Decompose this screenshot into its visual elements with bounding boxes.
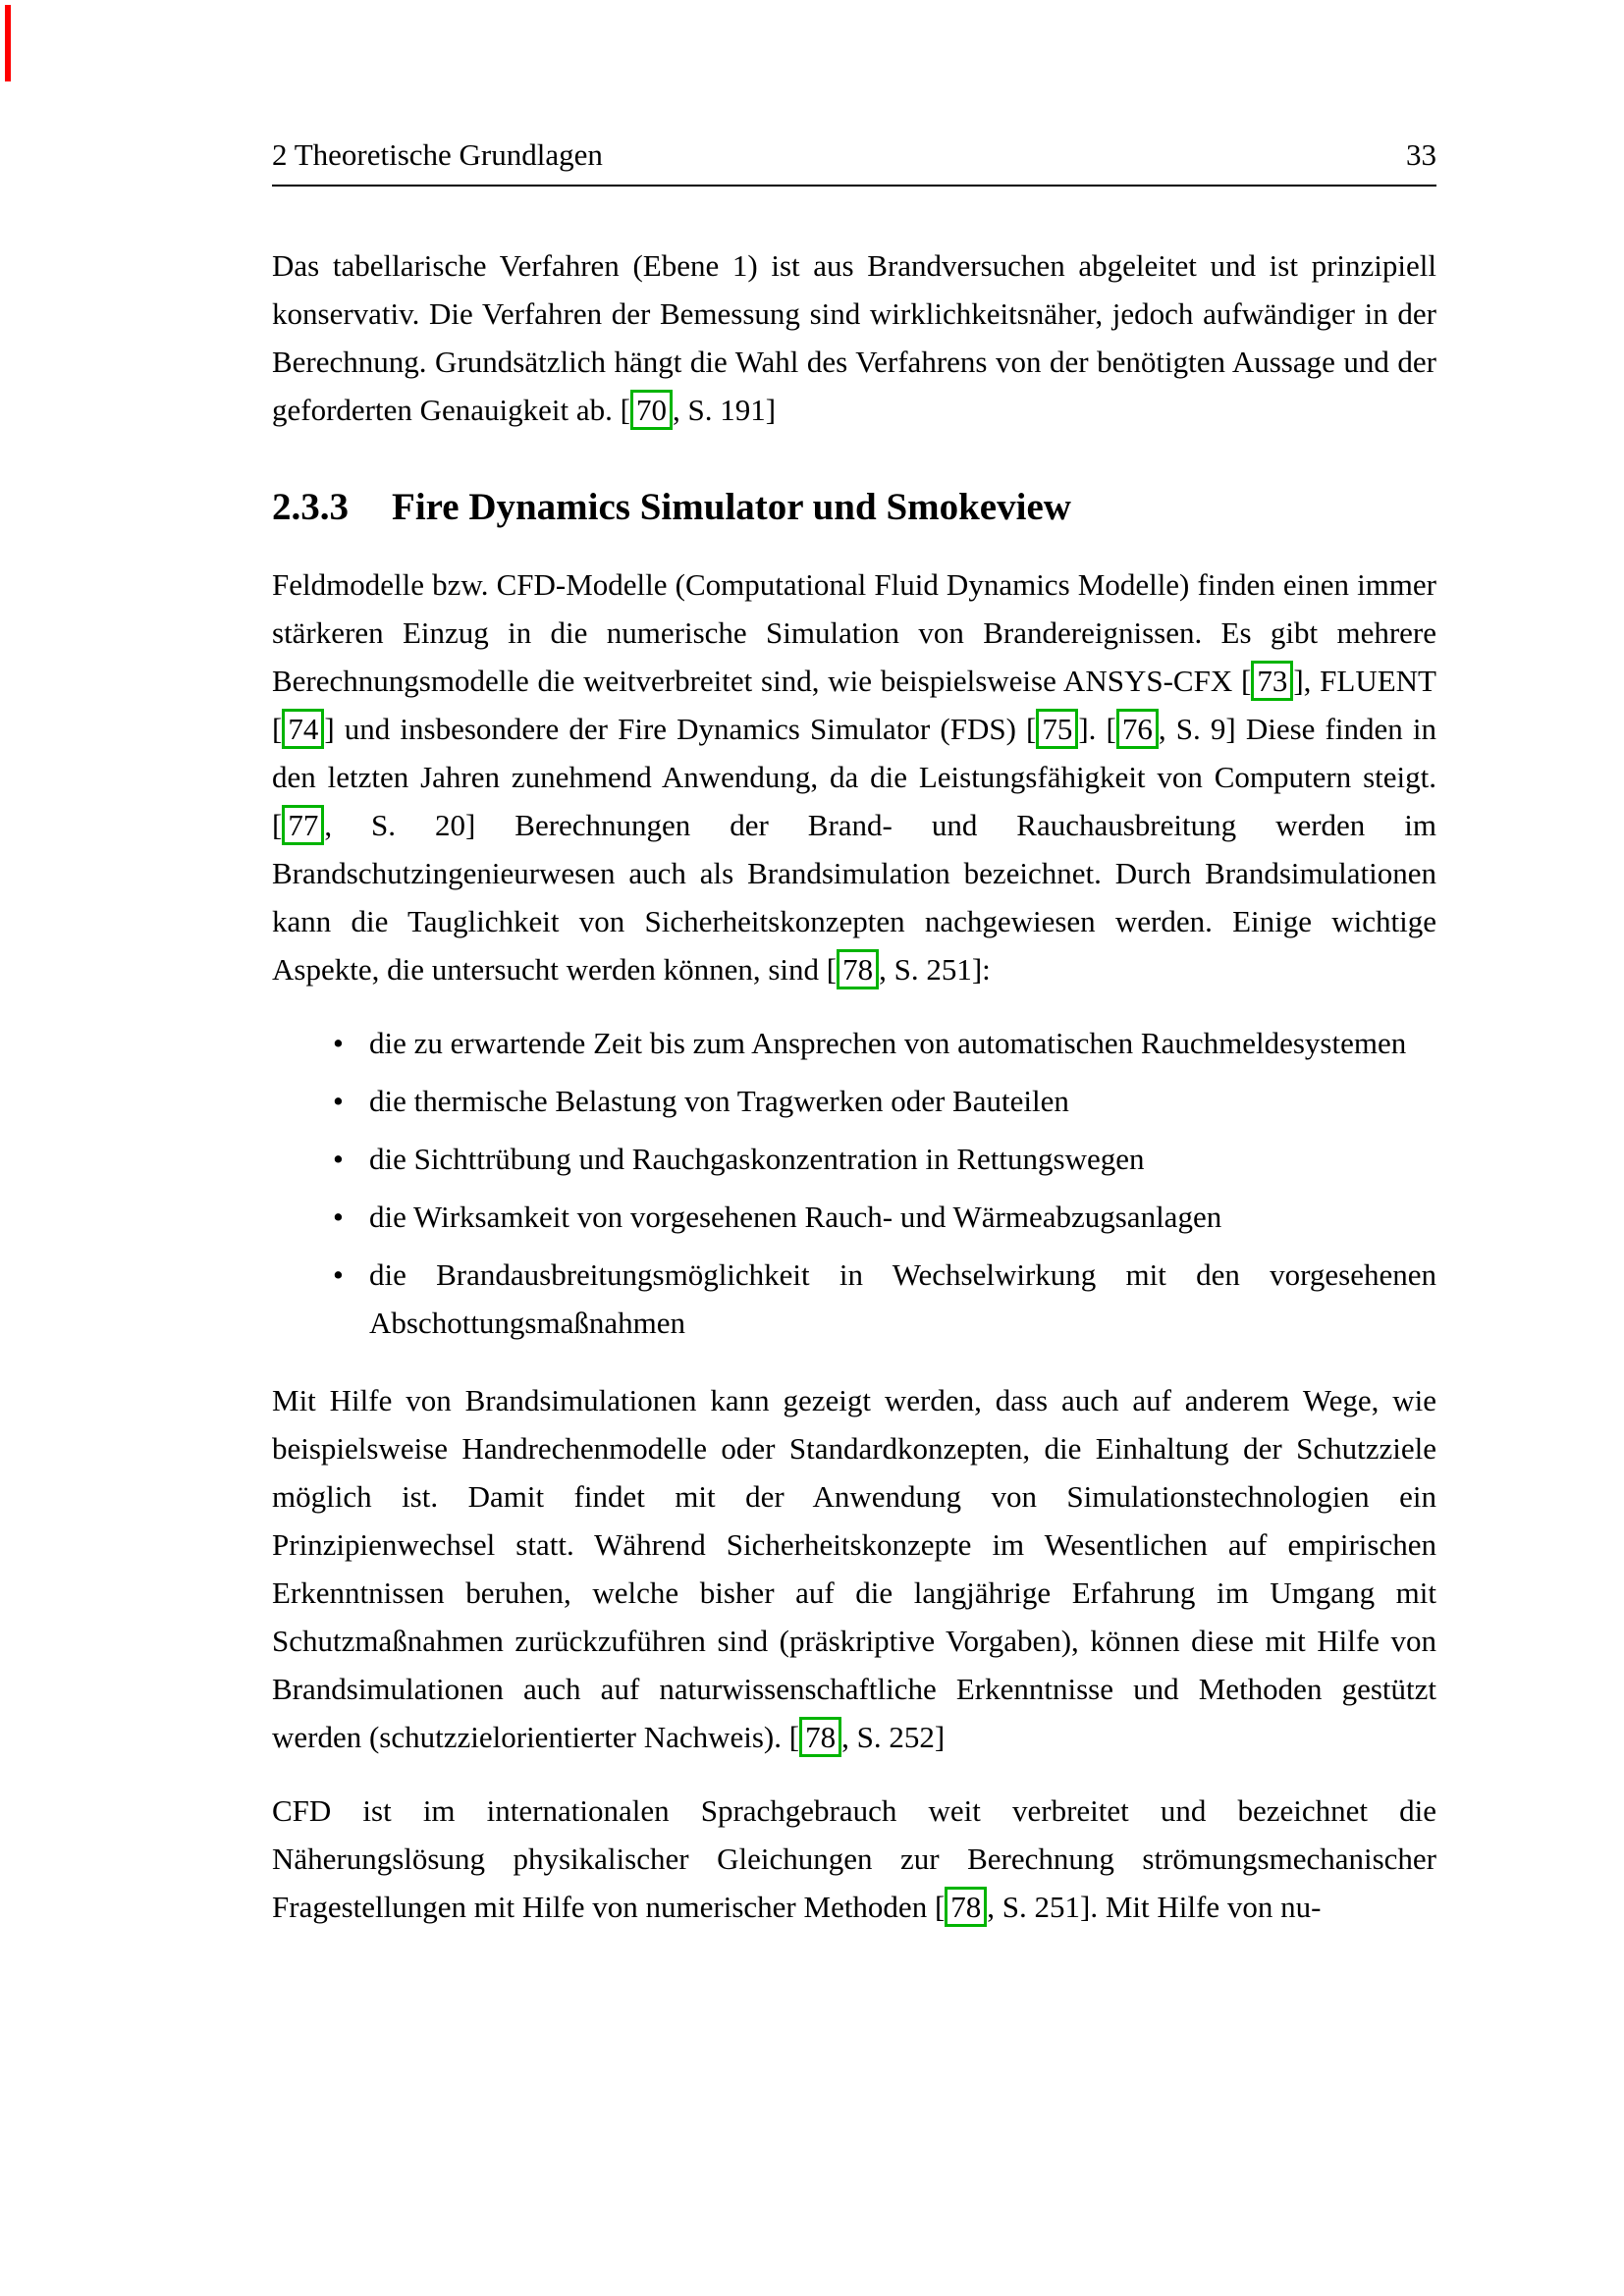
page-header xyxy=(272,137,1436,187)
citation-link[interactable]: 75 xyxy=(1036,709,1078,749)
citation-link[interactable]: 70 xyxy=(630,390,673,430)
page-content xyxy=(272,241,1436,1931)
citation-link[interactable]: 76 xyxy=(1116,709,1159,749)
section-heading xyxy=(272,485,1436,531)
paragraph: Das tabellarische Verfahren (Ebene 1) ist aus Brandversuchen abgeleitet und ist prinzipiell konservativ. Die Verfahren der Bemessung sind wirklichkeitsnäher, jedoch aufwändiger in der Berechnung. Grundsätzlich hängt die Wahl des Verfahrens von der benötigten Aussage und der geforderten Genauigkeit ab. [ 70 , S. 191] xyxy=(272,241,1436,434)
citation-link[interactable]: 78 xyxy=(945,1887,987,1927)
section-title: Fire Dynamics Simulator und Smokeview xyxy=(392,486,1071,528)
bullet-icon: • xyxy=(333,1256,344,1292)
bullet-icon: • xyxy=(333,1025,344,1060)
citation-link[interactable]: 73 xyxy=(1251,661,1293,701)
list-item: • die thermische Belastung von Tragwerken oder Bauteilen xyxy=(272,1077,1436,1125)
paragraph: Feldmodelle bzw. CFD-Modelle (Computational Fluid Dynamics Modelle) finden einen immer stärkeren Einzug in die numerische Simulation von Brandereignissen. Es gibt mehrere Berechnungsmodelle die weitverbreitet sind, wie beispielsweise ANSYS-CFX [ 73 ], FLUENT [ 74 ] und insbesondere der Fire Dynamics Simulator (FDS) [ 75 ]. [ 76 , S. 9] Diese finden in den letzten Jahren zunehmend Anwendung, da die Leistungsfähigkeit von Computern steigt. [ 77 , S. 20] Berechnungen der Brand- und Rauchausbreitung werden im Brandschutzingenieurwesen auch als Brandsimulation bezeichnet. Durch Brandsimulationen kann die Tauglichkeit von Sicherheitskonzepten nachgewiesen werden. Einige wichtige Aspekte, die untersucht werden können, sind [ 78 , S. 251]: xyxy=(272,561,1436,993)
bullet-list xyxy=(272,1019,1436,1347)
bullet-icon: • xyxy=(333,1083,344,1118)
list-item: • die Sichttrübung und Rauchgaskonzentration in Rettungswegen xyxy=(272,1135,1436,1183)
list-item: • die Brandausbreitungsmöglichkeit in Wechselwirkung mit den vorgesehenen Abschottungsmaßnahmen xyxy=(272,1251,1436,1347)
citation-link[interactable]: 78 xyxy=(799,1717,841,1757)
paragraph: CFD ist im internationalen Sprachgebrauch weit verbreitet und bezeichnet die Näherungslösung physikalischer Gleichungen zur Berechnung strömungsmechanischer Fragestellungen mit Hilfe von numerischer Methoden [ 78 , S. 251]. Mit Hilfe von nu- xyxy=(272,1787,1436,1931)
red-edge-marker xyxy=(5,5,11,81)
page-number: 33 xyxy=(1406,137,1436,172)
citation-link[interactable]: 77 xyxy=(282,805,324,845)
bullet-icon: • xyxy=(333,1199,344,1234)
section-number: 2.3.3 xyxy=(272,486,349,528)
list-item: • die Wirksamkeit von vorgesehenen Rauch- und Wärmeabzugsanlagen xyxy=(272,1193,1436,1241)
citation-link[interactable]: 78 xyxy=(837,949,879,989)
list-item: • die zu erwartende Zeit bis zum Ansprechen von automatischen Rauchmeldesystemen xyxy=(272,1019,1436,1067)
running-header: 2 Theoretische Grundlagen xyxy=(272,137,603,172)
citation-link[interactable]: 74 xyxy=(282,709,324,749)
bullet-icon: • xyxy=(333,1141,344,1176)
paragraph: Mit Hilfe von Brandsimulationen kann gezeigt werden, dass auch auf anderem Wege, wie beispielsweise Handrechenmodelle oder Standardkonzepten, die Einhaltung der Schutzziele möglich ist. Damit findet mit der Anwendung von Simulationstechnologien ein Prinzipienwechsel statt. Während Sicherheitskonzepte im Wesentlichen auf empirischen Erkenntnissen beruhen, welche bisher auf die langjährige Erfahrung im Umgang mit Schutzmaßnahmen zurückzuführen sind (präskriptive Vorgaben), können diese mit Hilfe von Brandsimulationen auch auf naturwissenschaftliche Erkenntnisse und Methoden gestützt werden (schutzzielorientierter Nachweis). [ 78 , S. 252] xyxy=(272,1376,1436,1761)
